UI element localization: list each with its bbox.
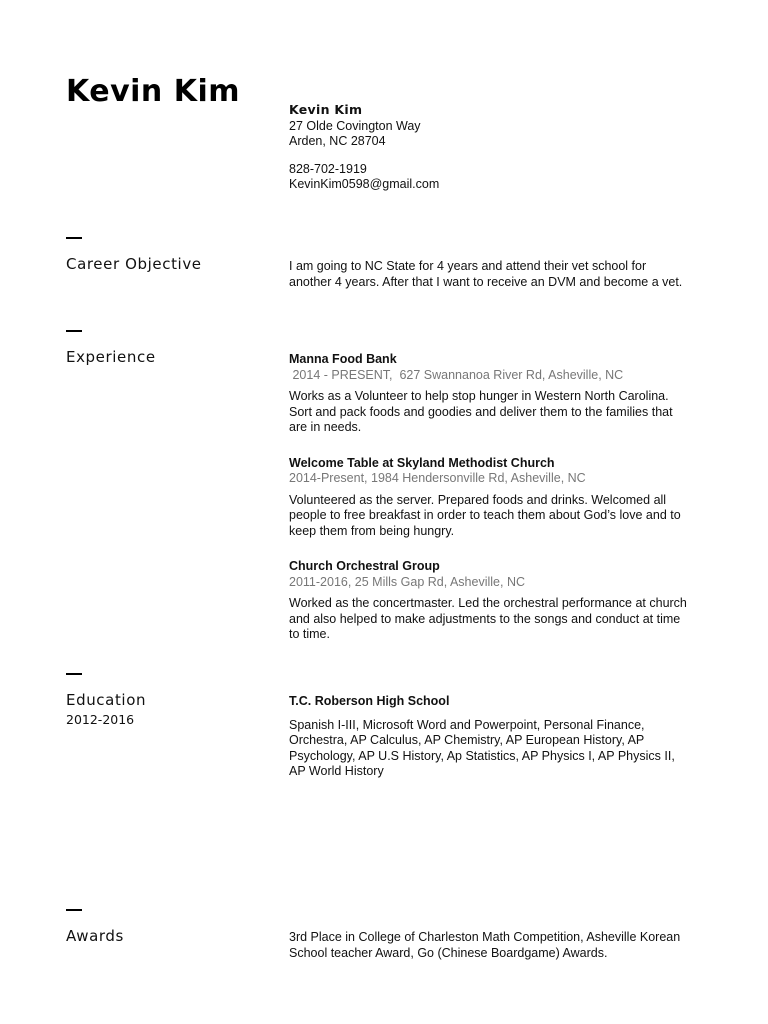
entry-meta: 2011-2016, 25 Mills Gap Rd, Asheville, NC [289,574,525,589]
awards-label [66,909,266,945]
contact-gap [289,150,709,162]
education-years: 2012-2016 [66,712,135,727]
section-title-career-objective: Career Objective [66,255,202,273]
entry-title: Manna Food Bank [289,352,397,366]
career-objective-label [66,237,266,273]
page-title: Kevin Kim [66,74,240,109]
experience-content [289,352,689,663]
section-title-education: Education [66,691,147,709]
experience-label [66,330,266,366]
experience-entry [289,456,689,540]
phone-number: 828-702-1919 [289,161,367,176]
experience-entry [289,559,689,643]
education-label [66,673,266,727]
career-objective-text: I am going to NC State for 4 years and attend their vet school for another 4 years. After that I want to receive an DVM and become a vet. [289,259,683,289]
section-dash [66,330,82,332]
contact-name: Kevin Kim [289,102,363,117]
section-dash [66,909,82,911]
entry-meta: 2014-Present, 1984 Hendersonville Rd, Asheville, NC [289,471,586,485]
entry-title: Church Orchestral Group [289,559,440,573]
email-address: KevinKim0598@gmail.com [289,177,440,191]
school-name: T.C. Roberson High School [289,694,450,708]
contact-block [289,102,709,193]
awards-content [289,930,689,961]
entry-title: Welcome Table at Skyland Methodist Church [289,455,555,470]
section-dash [66,237,82,239]
entry-description: Worked as the concertmaster. Led the orchestral performance at church and also helped to make adjustments to the songs and conduct at time to time. [289,596,687,641]
entry-meta: 2014 - PRESENT, 627 Swannanoa River Rd, Asheville, NC [289,367,624,382]
career-objective-content [289,259,689,290]
section-title-experience: Experience [66,348,156,366]
course-list: Spanish I-III, Microsoft Word and Powerpoint, Personal Finance, Orchestra, AP Calculus, AP Chemistry, AP European History, AP Psychology, AP U.S History, Ap Statistics, AP Physics I, AP Physics II, AP World History [289,717,675,778]
entry-description: Volunteered as the server. Prepared foods and drinks. Welcomed all people to free breakfast in order to teach them about God’s love and to keep them from being hungry. [289,492,681,538]
awards-text: 3rd Place in College of Charleston Math Competition, Asheville Korean School teacher Award, Go (Chinese Boardgame) Awards. [289,930,681,960]
address-line-1: 27 Olde Covington Way [289,118,421,133]
education-content [289,694,689,780]
section-title-awards: Awards [66,927,124,945]
section-dash [66,673,82,675]
address-line-2: Arden, NC 28704 [289,134,386,148]
entry-description: Works as a Volunteer to help stop hunger in Western North Carolina. Sort and pack foods and goodies and deliver them to the families that are in needs. [289,389,673,434]
experience-entry [289,352,689,436]
